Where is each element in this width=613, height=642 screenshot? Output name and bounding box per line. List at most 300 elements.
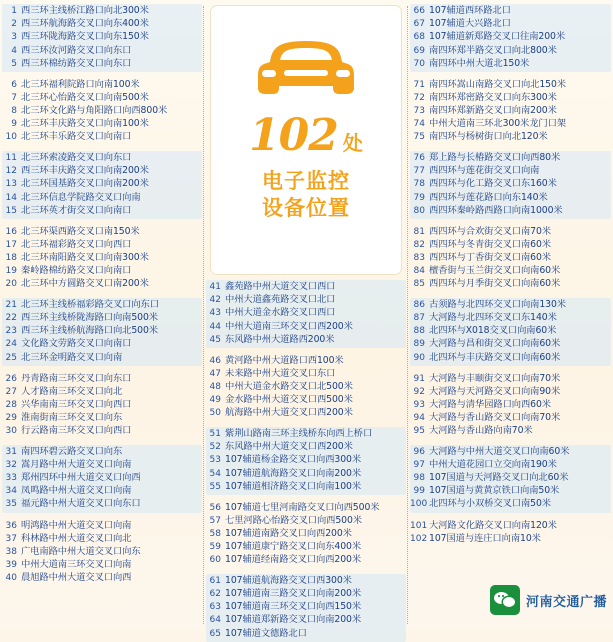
item-number: 25 <box>5 352 17 363</box>
item-number: 80 <box>413 205 425 216</box>
item-number: 50 <box>209 408 221 419</box>
item-text: 北四环与丰庆路交叉口向南60米 <box>429 351 561 363</box>
item-text: 南四环嵩山南路交叉口向北150米 <box>429 78 567 90</box>
item-text: 七里河路心怡路交叉口向西500米 <box>225 514 363 526</box>
list-item <box>206 307 404 320</box>
item-text: 107国道与黄黄京铁口向南50米 <box>429 485 560 497</box>
item-number: 78 <box>413 179 425 190</box>
column-right <box>408 0 613 630</box>
list-item <box>206 454 404 467</box>
item-number: 9 <box>11 119 17 130</box>
list-item <box>2 559 200 572</box>
item-text: 107辅道航海路交叉口向南200米 <box>225 467 362 479</box>
item-number: 96 <box>413 447 425 458</box>
list-group <box>2 151 202 219</box>
item-text: 北三环丰庆路交叉口向南100米 <box>21 118 149 130</box>
list-item <box>410 325 609 338</box>
item-text: 107辅道大兴路北口 <box>429 18 511 30</box>
list-item <box>2 152 200 165</box>
item-number: 20 <box>5 279 17 290</box>
list-item <box>410 372 609 385</box>
item-number: 44 <box>209 321 221 332</box>
list-item <box>2 498 200 511</box>
list-group <box>410 4 611 72</box>
item-text: 北三环丰乐路交叉口向南口 <box>21 131 132 143</box>
item-text: 西四环秦岭路西路口向南1000米 <box>429 204 563 216</box>
item-text: 107辅道新郑路交叉口往南200米 <box>429 31 566 43</box>
item-number: 13 <box>5 179 17 190</box>
item-text: 紫荆山路南三环主线桥东向西上桥口 <box>225 428 373 440</box>
item-number: 94 <box>413 412 425 423</box>
item-text: 北三环福彩路交叉口向西口 <box>21 238 132 250</box>
item-text: 107辅道西环路北口 <box>429 5 511 17</box>
list-item <box>2 252 200 265</box>
list-item <box>410 44 609 57</box>
column-divider <box>203 6 204 624</box>
list-item <box>2 78 200 91</box>
item-number: 66 <box>413 6 425 17</box>
item-text: 北三环国基路交叉口向南200米 <box>21 178 149 190</box>
item-text: 107辅道相济路交叉口向南100米 <box>225 480 362 492</box>
item-number: 89 <box>413 339 425 350</box>
item-number: 61 <box>209 576 221 587</box>
list-item <box>410 118 609 131</box>
list-item <box>206 407 404 420</box>
item-number: 93 <box>413 399 425 410</box>
item-number: 42 <box>209 295 221 306</box>
item-number: 36 <box>5 520 17 531</box>
list-group <box>410 298 611 366</box>
item-number: 97 <box>413 460 425 471</box>
list-item <box>410 5 609 18</box>
item-text: 西三环主线桥陇海路口向南500米 <box>21 312 159 324</box>
item-number: 52 <box>209 442 221 453</box>
item-number: 23 <box>5 326 17 337</box>
list-group <box>2 445 202 513</box>
item-number: 11 <box>5 153 17 164</box>
item-text: 中州大道花园口立交向南190米 <box>429 459 557 471</box>
item-text: 东风路中州大道路西200米 <box>225 333 335 345</box>
list-item <box>206 627 404 640</box>
item-text: 西三环陇海路交叉口向东150米 <box>21 31 149 43</box>
list-item <box>410 312 609 325</box>
list-item <box>206 320 404 333</box>
item-text: 107辅道文德路北口 <box>225 627 307 639</box>
item-number: 87 <box>413 313 425 324</box>
item-number: 53 <box>209 455 221 466</box>
item-text: 北三环心怡路交叉口向南500米 <box>21 91 149 103</box>
item-text: 人才路南三环交叉口向北 <box>21 385 123 397</box>
item-number: 64 <box>209 615 221 626</box>
count-display <box>249 110 363 161</box>
item-number: 73 <box>413 105 425 116</box>
item-number: 8 <box>11 105 17 116</box>
badge-title-line2: 设备位置 <box>262 196 350 220</box>
item-text: 107辅道航海路交叉口西300米 <box>225 575 352 587</box>
item-text: 明鸿路中州大道交叉口向南 <box>21 519 132 531</box>
item-text: 西四环与莲花街交叉口向南 <box>429 165 540 177</box>
item-text: 中州大道鑫苑路交叉口北口 <box>225 294 336 306</box>
list-group <box>206 500 406 568</box>
item-text: 北三环信息学院路交叉口向南 <box>21 191 141 203</box>
list-item <box>2 485 200 498</box>
item-number: 40 <box>5 572 17 583</box>
list-item <box>2 532 200 545</box>
list-item <box>206 554 404 567</box>
list-group <box>410 151 611 219</box>
item-text: 行云路南三环交叉口向西口 <box>21 425 132 437</box>
item-number: 38 <box>5 546 17 557</box>
count-unit: 处 <box>342 131 363 155</box>
item-text: 南四环碧云路交叉口向东 <box>21 446 123 458</box>
list-item <box>206 480 404 493</box>
list-item <box>2 446 200 459</box>
list-item <box>2 178 200 191</box>
item-text: 中州大道金水路交叉口北500米 <box>225 380 353 392</box>
item-number: 86 <box>413 300 425 311</box>
item-text: 西四环与莲花路口向东140米 <box>429 191 548 203</box>
item-text: 西四环与化工路交叉口东160米 <box>429 178 557 190</box>
list-item <box>2 299 200 312</box>
item-number: 14 <box>5 192 17 203</box>
item-number: 48 <box>209 381 221 392</box>
item-number: 72 <box>413 92 425 103</box>
item-text: 檀香街与玉兰街交叉口向南60米 <box>429 264 561 276</box>
item-text: 南四环中州大道北150米 <box>429 57 530 69</box>
item-text: 107辅道南三路交叉口向南200米 <box>225 588 362 600</box>
list-item <box>206 601 404 614</box>
list-item <box>410 498 609 511</box>
list-item <box>2 372 200 385</box>
list-item <box>410 239 609 252</box>
list-group <box>2 224 202 292</box>
item-text: 淮南街南三环交叉口向东 <box>21 411 123 423</box>
list-item <box>206 501 404 514</box>
item-number: 60 <box>209 555 221 566</box>
item-number: 37 <box>5 533 17 544</box>
badge-title-line1: 电子监控 <box>262 169 350 193</box>
item-number: 65 <box>209 628 221 639</box>
item-text: 郑州四环中州大道交叉口向西 <box>21 472 141 484</box>
item-number: 27 <box>5 386 17 397</box>
item-number: 16 <box>5 226 17 237</box>
item-number: 68 <box>413 32 425 43</box>
item-number: 54 <box>209 468 221 479</box>
list-item <box>206 467 404 480</box>
list-item <box>2 572 200 585</box>
list-item <box>206 588 404 601</box>
item-text: 西三环汝河路交叉口向东口 <box>21 44 132 56</box>
item-text: 福元路中州大道交叉口向东口 <box>21 498 141 510</box>
item-number: 74 <box>413 119 425 130</box>
list-item <box>206 441 404 454</box>
list-item <box>410 204 609 217</box>
list-item <box>2 92 200 105</box>
list-item <box>2 425 200 438</box>
item-number: 17 <box>5 239 17 250</box>
list-item <box>2 325 200 338</box>
item-number: 98 <box>413 473 425 484</box>
item-number: 19 <box>5 265 17 276</box>
list-item <box>206 394 404 407</box>
item-text: 科林路中州大道交叉口向北 <box>21 532 132 544</box>
list-group <box>2 77 202 145</box>
list-item <box>410 385 609 398</box>
item-text: 丹青路南三环交叉口向东口 <box>21 372 132 384</box>
item-text: 中州大道金水路交叉口西口 <box>225 307 336 319</box>
item-text: 大河路与清华园路口向西60米 <box>429 398 551 410</box>
list-item <box>2 225 200 238</box>
item-text: 古须路与北四环交叉口向南130米 <box>429 299 567 311</box>
list-group <box>410 224 611 292</box>
list-item <box>2 239 200 252</box>
list-item <box>2 412 200 425</box>
list-group <box>410 371 611 439</box>
item-text: 凤鸣路中州大道交叉口向南 <box>21 485 132 497</box>
list-item <box>410 472 609 485</box>
item-text: 西三环主线桥江路口向北300米 <box>21 5 149 17</box>
item-text: 嵩月路中州大道交叉口向南 <box>21 459 132 471</box>
item-number: 100 <box>410 499 428 510</box>
list-item <box>410 18 609 31</box>
item-number: 30 <box>5 426 17 437</box>
item-number: 71 <box>413 79 425 90</box>
item-number: 21 <box>5 300 17 311</box>
list-item <box>2 105 200 118</box>
list-item <box>410 446 609 459</box>
item-number: 31 <box>5 447 17 458</box>
item-text: 航海路中州大道交叉口西200米 <box>225 407 353 419</box>
list-item <box>410 225 609 238</box>
item-number: 3 <box>11 32 17 43</box>
item-number: 32 <box>5 460 17 471</box>
list-item <box>410 459 609 472</box>
list-item <box>410 485 609 498</box>
item-text: 北三环中方圆路交叉口南200米 <box>21 278 149 290</box>
list-item <box>410 338 609 351</box>
station-banner <box>408 570 613 630</box>
item-number: 5 <box>11 58 17 69</box>
item-number: 7 <box>11 92 17 103</box>
item-text: 东风路中州大道交叉口西200米 <box>225 441 353 453</box>
list-item <box>410 351 609 364</box>
item-number: 18 <box>5 252 17 263</box>
item-text: 北三环金明路交叉口向南 <box>21 351 123 363</box>
item-number: 26 <box>5 373 17 384</box>
item-text: 107国道与连庄口向南10米 <box>429 532 541 544</box>
item-number: 67 <box>413 19 425 30</box>
item-text: 北三环文化路与角阳路口向西800米 <box>21 104 168 116</box>
item-text: 鑫苑路中州大道交叉口西口 <box>225 281 336 293</box>
item-number: 92 <box>413 386 425 397</box>
item-number: 90 <box>413 352 425 363</box>
item-text: 大河路与天河路交叉口向南90米 <box>429 385 561 397</box>
item-text: 107国道与天河路交叉口向北60米 <box>429 472 569 484</box>
list-item <box>2 519 200 532</box>
item-text: 107辅道康宁路交叉口向东400米 <box>225 540 362 552</box>
item-number: 101 <box>410 520 428 531</box>
list-group <box>206 280 406 348</box>
list-item <box>206 528 404 541</box>
list-item <box>206 428 404 441</box>
item-number: 69 <box>413 45 425 56</box>
list-item <box>2 459 200 472</box>
list-item <box>206 354 404 367</box>
item-text: 北三环英才街交叉口向南口 <box>21 204 132 216</box>
item-text: 107辅道郑新路交叉口向南200米 <box>225 614 362 626</box>
list-group <box>410 77 611 145</box>
list-item <box>206 614 404 627</box>
item-number: 24 <box>5 339 17 350</box>
item-text: 中州大道南三环交叉口西200米 <box>225 320 353 332</box>
item-number: 56 <box>209 502 221 513</box>
item-number: 15 <box>5 205 17 216</box>
item-number: 29 <box>5 412 17 423</box>
list-item <box>410 425 609 438</box>
item-text: 大河路与香山路交叉口向南70米 <box>429 411 561 423</box>
list-item <box>2 338 200 351</box>
item-text: 南四环郑半路交叉口向北800米 <box>429 44 557 56</box>
item-number: 41 <box>209 282 221 293</box>
item-text: 西三环主线桥航海路口向北500米 <box>21 325 159 337</box>
item-text: 北三环索凌路交叉口向东口 <box>21 152 132 164</box>
list-group <box>2 298 202 366</box>
list-item <box>206 575 404 588</box>
list-item <box>2 165 200 178</box>
list-item <box>410 178 609 191</box>
list-group <box>2 518 202 586</box>
item-text: 郑上路与长椿路交叉口向西80米 <box>429 152 561 164</box>
item-number: 47 <box>209 368 221 379</box>
item-number: 39 <box>5 559 17 570</box>
item-number: 1 <box>11 6 17 17</box>
column-left <box>0 0 204 630</box>
list-item <box>410 519 609 532</box>
list-item <box>2 312 200 325</box>
list-item <box>410 165 609 178</box>
item-text: 北三环主线桥福彩路交叉口向东口 <box>21 299 159 311</box>
item-number: 22 <box>5 313 17 324</box>
list-item <box>2 545 200 558</box>
item-text: 南四环与杨树街口向北120米 <box>429 131 548 143</box>
list-item <box>410 31 609 44</box>
item-number: 28 <box>5 399 17 410</box>
list-item <box>2 472 200 485</box>
item-text: 北三环渠西路交叉口南150米 <box>21 225 140 237</box>
list-item <box>2 31 200 44</box>
list-item <box>410 78 609 91</box>
list-item <box>2 399 200 412</box>
item-number: 63 <box>209 602 221 613</box>
item-number: 82 <box>413 239 425 250</box>
item-number: 88 <box>413 326 425 337</box>
list-item <box>410 399 609 412</box>
item-text: 秦岭路棉纺路交叉口向南口 <box>21 264 132 276</box>
item-number: 55 <box>209 481 221 492</box>
item-number: 43 <box>209 308 221 319</box>
item-number: 99 <box>413 486 425 497</box>
station-name: 河南交通广播 <box>525 594 607 610</box>
item-text: 大河路与昌和街交叉口向南60米 <box>429 338 561 350</box>
list-item <box>2 191 200 204</box>
item-number: 33 <box>5 473 17 484</box>
badge-title <box>262 168 350 222</box>
item-number: 51 <box>209 429 221 440</box>
list-item <box>2 278 200 291</box>
item-text: 西四环与合欢街交叉口南70米 <box>429 225 551 237</box>
list-item <box>2 5 200 18</box>
list-item <box>410 299 609 312</box>
list-item <box>206 294 404 307</box>
list-item <box>410 252 609 265</box>
item-text: 107辅道杨金路交叉口向西300米 <box>225 454 362 466</box>
item-text: 金水路中州大道交叉口西500米 <box>225 394 353 406</box>
item-number: 35 <box>5 499 17 510</box>
list-item <box>410 265 609 278</box>
list-item <box>410 92 609 105</box>
list-item <box>410 191 609 204</box>
list-item <box>410 532 609 545</box>
list-group <box>2 371 202 439</box>
item-number: 58 <box>209 528 221 539</box>
item-number: 45 <box>209 334 221 345</box>
item-text: 北四环与小双桥交叉口南50米 <box>429 498 551 510</box>
item-text: 大河路与香山路向南70米 <box>429 425 533 437</box>
item-number: 91 <box>413 373 425 384</box>
item-number: 70 <box>413 58 425 69</box>
list-group <box>206 353 406 421</box>
item-text: 广电南路中州大道交叉口向东 <box>21 545 141 557</box>
logo-badge <box>211 6 401 274</box>
item-text: 107辅道南三环交叉口向西150米 <box>225 601 362 613</box>
list-item <box>206 541 404 554</box>
list-item <box>2 204 200 217</box>
item-text: 中州大道南三环北300米龙门口架 <box>429 118 567 130</box>
item-text: 南四环郑新路交叉口向南200米 <box>429 104 557 116</box>
car-front-icon <box>254 32 358 100</box>
list-item <box>2 57 200 70</box>
item-text: 南四环郑密路交叉口向东300米 <box>429 91 557 103</box>
list-group <box>410 518 611 547</box>
item-number: 102 <box>410 533 428 544</box>
column-divider <box>407 6 408 624</box>
list-item <box>410 105 609 118</box>
item-text: 未来路中州大道交叉口东口 <box>225 367 336 379</box>
item-number: 46 <box>209 355 221 366</box>
item-number: 81 <box>413 226 425 237</box>
item-text: 北四环与X018交叉口向南60米 <box>429 325 557 337</box>
count-number: 102 <box>249 110 338 161</box>
item-text: 北三环福利院路口向南100米 <box>21 78 140 90</box>
list-item <box>2 44 200 57</box>
list-item <box>2 265 200 278</box>
item-number: 2 <box>11 19 17 30</box>
list-item <box>410 412 609 425</box>
list-item <box>2 351 200 364</box>
item-number: 85 <box>413 279 425 290</box>
list-item <box>2 131 200 144</box>
item-text: 大河路与北四环交叉口东140米 <box>429 312 557 324</box>
item-text: 西三环航海路交叉口向东400米 <box>21 18 149 30</box>
list-item <box>206 515 404 528</box>
wechat-logo-icon <box>490 585 520 615</box>
list-item <box>2 18 200 31</box>
item-number: 6 <box>11 79 17 90</box>
item-number: 12 <box>5 166 17 177</box>
item-number: 77 <box>413 166 425 177</box>
list-group <box>206 427 406 495</box>
item-text: 大河路与中州大道交叉口向南60米 <box>429 446 570 458</box>
